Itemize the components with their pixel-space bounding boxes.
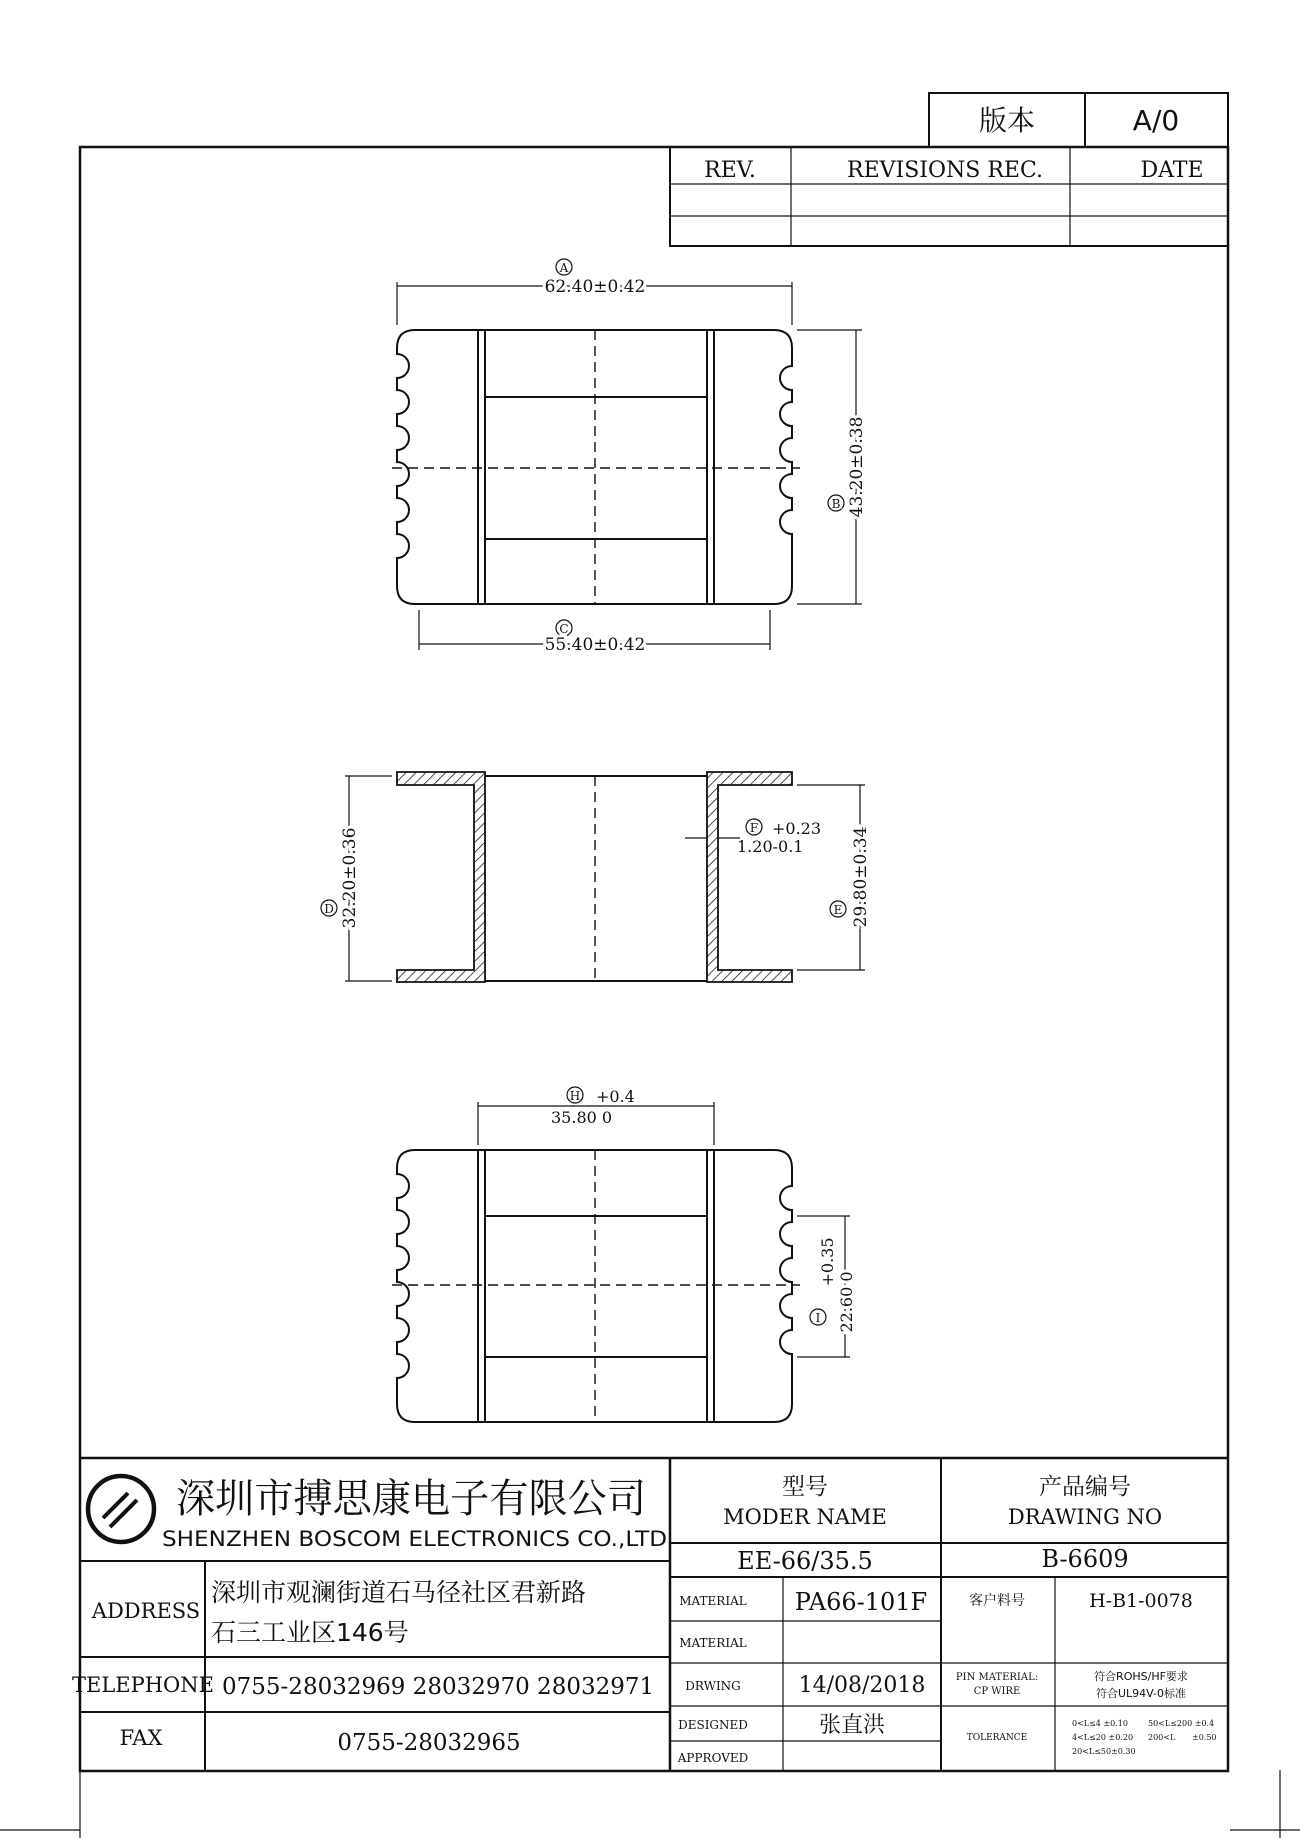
bottom-view <box>392 1150 800 1422</box>
designed-label: DESIGNED <box>678 1718 748 1732</box>
drwing-value: 14/08/2018 <box>798 1673 926 1698</box>
version-box <box>929 93 1228 147</box>
tolerance-row1a: 0<L≤4 ±0.10 <box>1072 1719 1128 1728</box>
dim-i-tol: +0.35 <box>818 1237 837 1287</box>
rohs-note: 符合ROHS/HF要求 <box>1094 1670 1188 1683</box>
crop-marks <box>0 1770 1300 1838</box>
dim-h-value: 35.80 0 <box>551 1108 613 1127</box>
tolerance-label: TOLERANCE <box>966 1733 1028 1743</box>
pin-material-label: PIN MATERIAL: <box>955 1672 1039 1683</box>
dim-a-value: 62.40±0.42 <box>544 277 646 297</box>
approved-label: APPROVED <box>677 1751 749 1765</box>
dim-f-value: 1.20-0.1 <box>737 837 804 856</box>
material2-label: MATERIAL <box>679 1636 747 1650</box>
dimension-a <box>397 259 792 325</box>
dim-i-value: 22.60 0 <box>837 1271 856 1333</box>
fax-value: 0755-28032965 <box>337 1730 521 1756</box>
date-header: DATE <box>1140 158 1204 183</box>
dim-f-tag: F <box>749 821 759 835</box>
company-logo <box>88 1476 154 1542</box>
drwing-label: DRWING <box>685 1679 741 1693</box>
dimension-i <box>797 1216 856 1357</box>
tolerance-row3: 20<L≤50±0.30 <box>1072 1747 1136 1756</box>
material-label: MATERIAL <box>679 1594 747 1608</box>
dim-h-tol: +0.4 <box>596 1087 635 1106</box>
tolerance-row1b: 50<L≤200 ±0.4 <box>1148 1719 1215 1728</box>
dim-e-tag: E <box>833 903 843 917</box>
dim-a-tag: A <box>559 261 569 275</box>
drawing-no-en: DRAWING NO <box>1007 1505 1163 1529</box>
model-value: EE-66/35.5 <box>737 1547 873 1575</box>
dim-b-value: 43.20±0.38 <box>847 416 867 518</box>
dim-d-tag: D <box>324 902 334 916</box>
tolerance-row2c: ±0.50 <box>1192 1733 1217 1742</box>
model-name-en: MODER NAME <box>723 1505 887 1529</box>
dimension-b <box>797 330 867 604</box>
top-view <box>392 330 800 604</box>
dimension-e <box>797 785 871 970</box>
customer-part-label: 客户料号 <box>969 1593 1025 1609</box>
designed-value: 张直洪 <box>818 1713 886 1738</box>
version-label: 版本 <box>978 104 1036 137</box>
section-view <box>397 772 792 982</box>
tolerance-row2b: 200<L <box>1148 1733 1176 1742</box>
drawing-no-value: B-6609 <box>1041 1545 1129 1573</box>
cp-wire-label: CP WIRE <box>973 1686 1021 1697</box>
dim-i-tag: I <box>815 1311 821 1325</box>
revisions-rec-header: REVISIONS REC. <box>847 158 1043 183</box>
company-name-cn: 深圳市搏思康电子有限公司 <box>176 1476 646 1522</box>
dimension-c <box>419 610 770 655</box>
address-label: ADDRESS <box>91 1599 201 1623</box>
revision-table <box>670 147 1228 246</box>
telephone-value: 0755-28032969 28032970 28032971 <box>222 1674 655 1700</box>
dim-b-tag: B <box>831 497 841 511</box>
material-value: PA66-101F <box>794 1588 928 1616</box>
rev-header: REV. <box>704 158 756 183</box>
model-name-cn: 型号 <box>782 1474 828 1500</box>
dim-f-tol: +0.23 <box>772 819 822 838</box>
dimension-h <box>478 1087 714 1145</box>
dim-c-value: 55.40±0.42 <box>544 635 646 655</box>
address-line2: 石三工业区146号 <box>211 1618 409 1647</box>
dim-h-tag: H <box>569 1089 581 1103</box>
company-name-en: SHENZHEN BOSCOM ELECTRONICS CO.,LTD <box>162 1527 667 1551</box>
dim-c-tag: C <box>559 622 569 636</box>
telephone-label: TELEPHONE <box>72 1673 214 1697</box>
customer-part-value: H-B1-0078 <box>1089 1590 1193 1612</box>
tolerance-row2a: 4<L≤20 ±0.20 <box>1072 1733 1134 1742</box>
drawing-no-cn: 产品编号 <box>1039 1474 1131 1500</box>
dim-d-value: 32.20±0.36 <box>340 827 360 929</box>
address-line1: 深圳市观澜街道石马径社区君新路 <box>211 1578 587 1607</box>
dimension-d <box>321 776 392 981</box>
dim-e-value: 29.80±0.34 <box>851 826 871 928</box>
version-value: A/0 <box>1132 104 1180 137</box>
ul-note: 符合UL94V-0标准 <box>1095 1687 1187 1700</box>
fax-label: FAX <box>119 1726 163 1750</box>
dimension-f <box>685 819 821 856</box>
